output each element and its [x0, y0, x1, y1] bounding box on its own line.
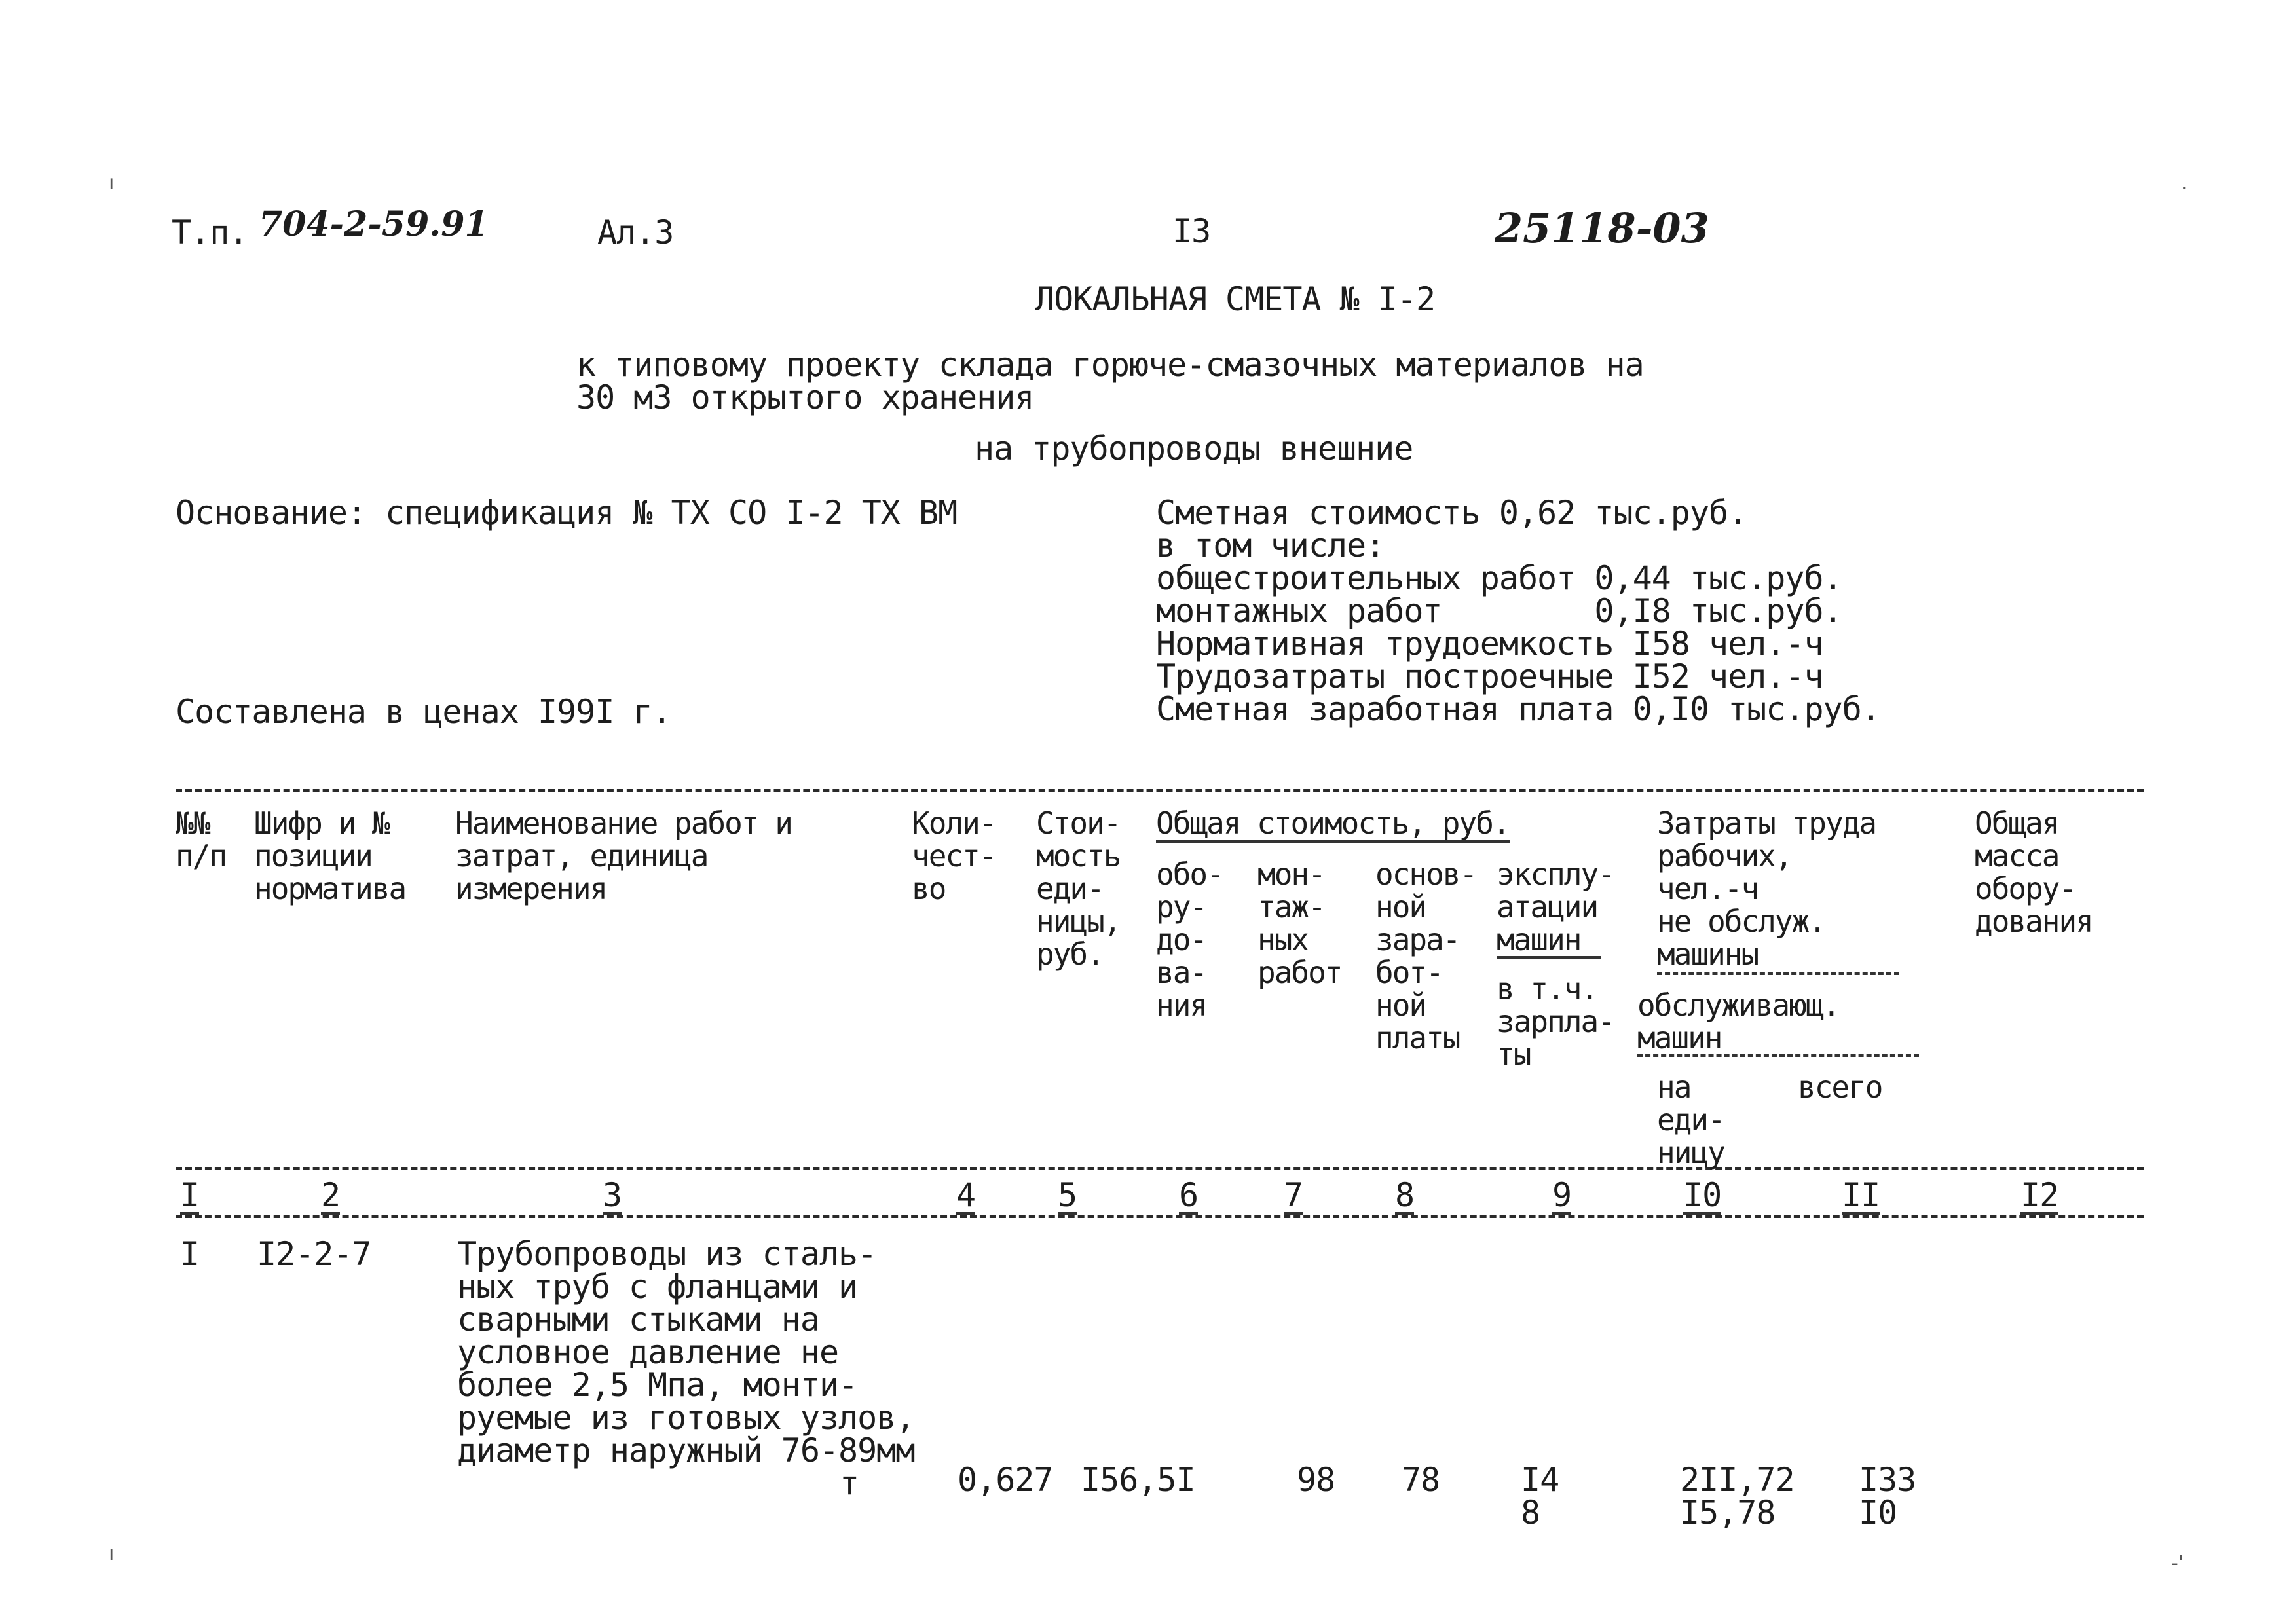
header-col-6: обо- ру- до- ва- ния: [1156, 857, 1223, 1023]
col-number-2: 2: [321, 1176, 341, 1214]
row-1-machines-cost: I4: [1521, 1461, 1559, 1499]
tp-label: Т.п.: [172, 213, 248, 251]
header-labor-mid: обслуживающ. машин: [1637, 987, 1840, 1056]
col-number-10: I0: [1683, 1176, 1722, 1214]
summary-line-1: Сметная стоимость 0,62 тыс.руб.: [1156, 494, 1747, 532]
document-title: ЛОКАЛЬНАЯ СМЕТА № I-2: [1035, 280, 1436, 318]
table-header-bottom-rule: [176, 1167, 2144, 1170]
summary-line-3: общестроительных работ 0,44 тыс.руб.: [1156, 559, 1842, 597]
row-1-labor-total-machines: I0: [1859, 1494, 1897, 1532]
col-number-5: 5: [1058, 1176, 1077, 1214]
summary-line-2: в том числе:: [1156, 526, 1385, 564]
col-number-8: 8: [1395, 1176, 1415, 1214]
scan-mark-bottom-left: ı: [109, 1542, 115, 1565]
row-1-unit: т: [840, 1464, 859, 1502]
header-col-9-divider: [1497, 956, 1601, 959]
col-number-6: 6: [1179, 1176, 1199, 1214]
col-number-4: 4: [956, 1176, 976, 1214]
header-labor-top: Затраты труда рабочих, чел.-ч не обслуж. машины: [1657, 805, 1876, 972]
row-1-labor-per-unit: 2II,72: [1680, 1461, 1795, 1499]
header-col-2: Шифр и № позиции норматива: [254, 805, 406, 906]
summary-line-7: Сметная заработная плата 0,I0 тыс.руб.: [1156, 690, 1880, 728]
header-col-7: мон- таж- ных работ: [1257, 857, 1342, 990]
row-1-number: I: [180, 1235, 200, 1273]
subtitle-line-3: на трубопроводы внешние: [975, 430, 1413, 468]
col-number-7: 7: [1284, 1176, 1303, 1214]
header-col-8: основ- ной зара- бот- ной платы: [1375, 857, 1477, 1056]
row-1-wage-cost: 78: [1402, 1461, 1440, 1499]
header-col-12: Общая масса обору- дования: [1975, 805, 2093, 939]
header-col-9-bottom: в т.ч. зарпла- ты: [1497, 971, 1614, 1072]
row-1-quantity: 0,627: [958, 1461, 1053, 1499]
col-number-9: 9: [1552, 1176, 1572, 1214]
row-1-mounting-cost: 98: [1297, 1461, 1335, 1499]
header-col-1: №№ п/п: [176, 805, 227, 874]
scan-mark-top-left: ı: [109, 172, 115, 194]
table-top-rule: [176, 789, 2144, 792]
subtitle-line-1: к типовому проекту склада горюче-смазочных материалов на: [576, 346, 1644, 384]
row-1-unit-cost: I56,5I: [1081, 1461, 1195, 1499]
summary-line-5: Нормативная трудоемкость I58 чел.-ч: [1156, 625, 1823, 663]
col-number-1: I: [180, 1176, 200, 1214]
basis-text: Основание: спецификация № ТХ СО I-2 ТХ ВМ: [176, 494, 958, 532]
summary-line-6: Трудозатраты построечные I52 чел.-ч: [1156, 657, 1823, 695]
summary-line-4: монтажных работ 0,I8 тыс.руб.: [1156, 592, 1842, 630]
row-1-labor-total: I33: [1859, 1461, 1916, 1499]
header-group-total-cost: Общая стоимость, руб.: [1156, 807, 1510, 843]
scan-mark-bottom-right: -': [2171, 1552, 2184, 1575]
prices-text: Составлена в ценах I99I г.: [176, 693, 671, 731]
header-col-9-top: эксплу- атации машин: [1497, 857, 1614, 957]
scan-mark-top-right: .: [2181, 172, 2187, 194]
album-label: Ал.3: [597, 213, 674, 251]
tp-number-handwritten: 704-2-59.91: [259, 204, 489, 244]
row-1-machines-wage: 8: [1521, 1494, 1540, 1532]
header-col-4: Коли- чест- во: [912, 805, 996, 906]
page-number: I3: [1172, 212, 1211, 250]
col-number-12: I2: [2020, 1176, 2059, 1214]
header-labor-divider-2: [1637, 1054, 1919, 1057]
col-number-3: 3: [603, 1176, 622, 1214]
header-col-11: всего: [1798, 1069, 1882, 1105]
doc-number-handwritten: 25118-03: [1495, 204, 1709, 252]
header-col-5: Стои- мость еди- ницы, руб.: [1036, 805, 1121, 972]
header-labor-divider-1: [1657, 972, 1899, 975]
column-numbers-bottom-rule: [176, 1215, 2144, 1218]
header-col-3: Наименование работ и затрат, единица измерения: [455, 805, 792, 906]
row-1-name: Трубопроводы из сталь- ных труб с фланцами и сварными стыками на условное давление не более 2,5 Мпа, монти- руемые из готовых узлов, диаметр наружный 76-89мм: [457, 1235, 915, 1469]
row-1-labor-per-unit-machines: I5,78: [1680, 1494, 1776, 1532]
subtitle-line-2: 30 м3 открытого хранения: [576, 378, 1034, 416]
row-1-code: I2-2-7: [257, 1235, 371, 1273]
col-number-11: II: [1842, 1176, 1880, 1214]
header-col-10: на еди- ницу: [1657, 1069, 1724, 1170]
